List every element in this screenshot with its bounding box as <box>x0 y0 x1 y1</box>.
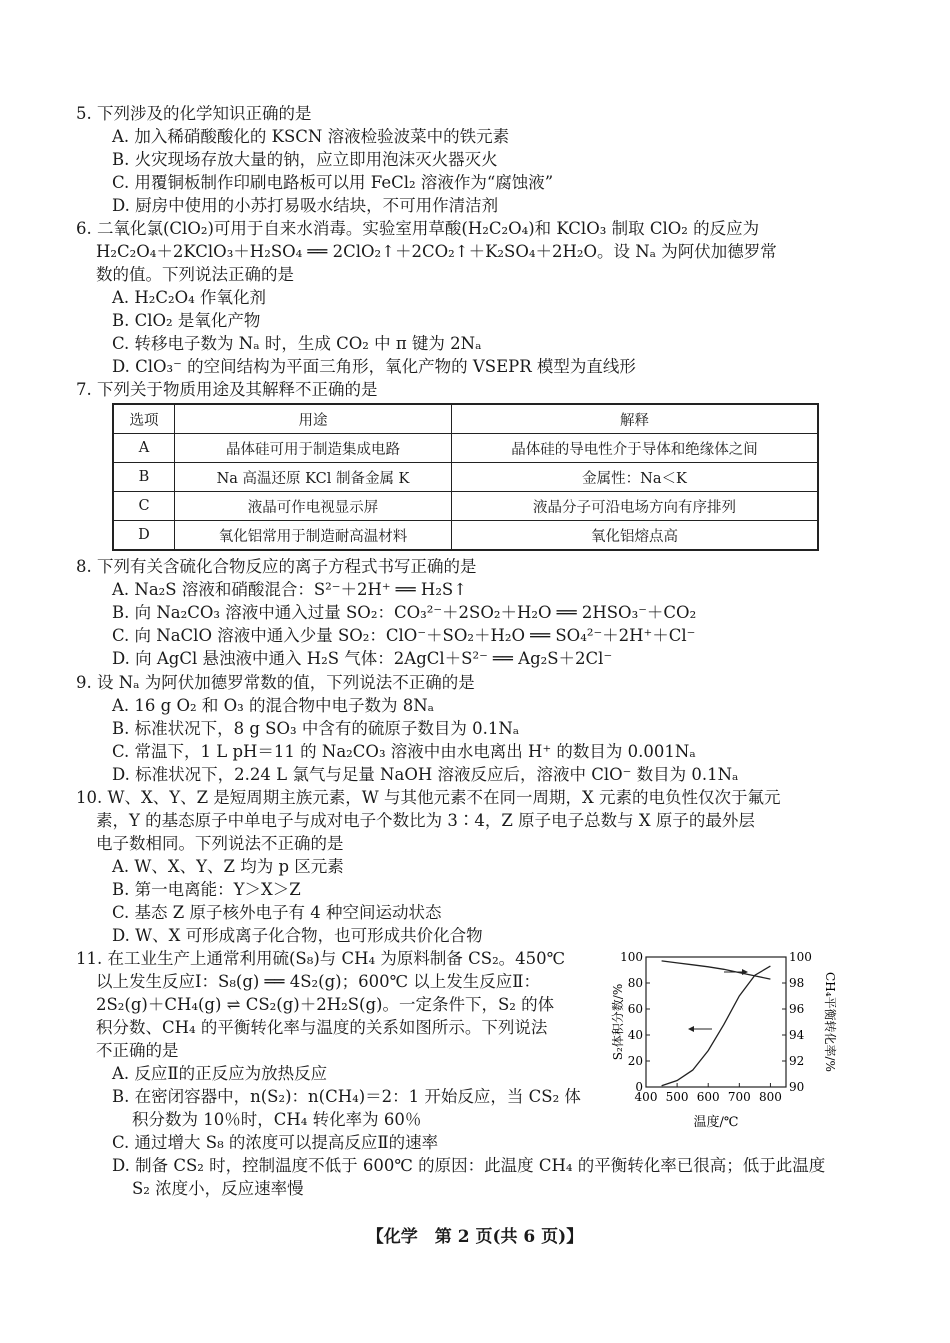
q5-stem: 5. 下列涉及的化学知识正确的是 <box>76 104 312 123</box>
q10-stem-line2: 素，Y 的基态原子中单电子与成对电子个数比为 3∶4，Z 原子电子总数与 X 原子的最外层 <box>96 811 755 830</box>
table-cell: 液晶可作电视显示屏 <box>175 492 452 521</box>
q6-stem-line2: H₂C₂O₄＋2KClO₃＋H₂SO₄ ══ 2ClO₂↑＋2CO₂↑＋K₂SO₄＋2H₂O。设 Nₐ 为阿伏加德罗常 <box>96 242 777 261</box>
q5-option-c: C. 用覆铜板制作印刷电路板可以用 FeCl₂ 溶液作为“腐蚀液” <box>112 173 554 192</box>
table-header-cell: 用途 <box>175 404 452 434</box>
q5-option-b: B. 火灾现场存放大量的钠，应立即用泡沫灭火器灭火 <box>112 150 498 169</box>
table-header-cell: 解释 <box>452 404 819 434</box>
q11-stem-line5: 不正确的是 <box>96 1041 179 1060</box>
q9-option-c: C. 常温下，1 L pH＝11 的 Na₂CO₃ 溶液中由水电离出 H⁺ 的数目为 0.001Nₐ <box>112 742 696 761</box>
table-header-cell: 选项 <box>113 404 175 434</box>
q11-option-b-line2: 积分数为 10％时，CH₄ 转化率为 60％ <box>132 1110 422 1129</box>
x-ticks <box>635 1083 782 1104</box>
table-cell: B <box>113 463 175 492</box>
q11-stem-line2: 以上发生反应Ⅰ：S₈(g) ══ 4S₂(g)；600℃ 以上发生反应Ⅱ： <box>96 972 540 991</box>
table-cell: 氧化铝常用于制造耐高温材料 <box>175 521 452 551</box>
table-row <box>113 463 818 492</box>
table-cell: D <box>113 521 175 551</box>
x-axis-label: 温度/℃ <box>693 1115 739 1130</box>
y-left-axis-label: S₂体积分数/% <box>611 983 625 1061</box>
y-right-tick-label: 98 <box>789 976 805 990</box>
q9-stem: 9. 设 Nₐ 为阿伏加德罗常数的值，下列说法不正确的是 <box>76 673 475 692</box>
table-row <box>113 521 818 551</box>
y-left-tick-label: 40 <box>627 1028 643 1042</box>
q11-option-d-line2: S₂ 浓度小，反应速率慢 <box>132 1179 304 1198</box>
q6-option-a: A. H₂C₂O₄ 作氧化剂 <box>112 288 267 307</box>
table-cell: C <box>113 492 175 521</box>
q11-option-a: A. 反应Ⅱ的正反应为放热反应 <box>112 1064 328 1083</box>
q6-stem-line3: 数的值。下列说法正确的是 <box>96 265 294 284</box>
y-left-tick-label: 20 <box>627 1054 643 1068</box>
table-cell: 液晶分子可沿电场方向有序排列 <box>452 492 819 521</box>
y-right-tick-label: 96 <box>789 1002 805 1016</box>
y-left-tick-label: 60 <box>627 1002 643 1016</box>
y-right-tick-label: 100 <box>789 950 812 964</box>
q10-option-b: B. 第一电离能：Y＞X＞Z <box>112 880 301 899</box>
q8-option-b: B. 向 Na₂CO₃ 溶液中通入过量 SO₂：CO₃²⁻＋2SO₂＋H₂O ══ 2HSO₃⁻＋CO₂ <box>112 603 697 622</box>
q11-stem-line1: 11. 在工业生产上通常利用硫(S₈)与 CH₄ 为原料制备 CS₂。450℃ <box>76 949 566 968</box>
q11-stem-line4: 积分数、CH₄ 的平衡转化率与温度的关系如图所示。下列说法 <box>96 1018 548 1037</box>
q8-option-d: D. 向 AgCl 悬浊液中通入 H₂S 气体：2AgCl＋S²⁻ ══ Ag₂S＋2Cl⁻ <box>112 649 613 668</box>
q11-option-c: C. 通过增大 S₈ 的浓度可以提高反应Ⅱ的速率 <box>112 1133 439 1152</box>
table-cell: 晶体硅的导电性介于导体和绝缘体之间 <box>452 434 819 463</box>
q8-stem: 8. 下列有关含硫化合物反应的离子方程式书写正确的是 <box>76 557 477 576</box>
q10-stem-line1: 10. W、X、Y、Z 是短周期主族元素，W 与其他元素不在同一周期，X 元素的电负性仅次于氟元 <box>76 788 781 807</box>
table-header-row <box>113 404 818 434</box>
x-tick-label: 600 <box>696 1090 720 1104</box>
q11-option-b-line1: B. 在密闭容器中，n(S₂)：n(CH₄)＝2：1 开始反应，当 CS₂ 体 <box>112 1087 581 1106</box>
q10-option-d: D. W、X 可形成离子化合物，也可形成共价化合物 <box>112 926 483 945</box>
y-left-tick-label: 100 <box>620 950 643 964</box>
q5-option-d: D. 厨房中使用的小苏打易吸水结块，不可用作清洁剂 <box>112 196 499 215</box>
y-right-tick-label: 92 <box>789 1054 805 1068</box>
x-tick-label: 800 <box>758 1090 782 1104</box>
q11-stem-line3: 2S₂(g)＋CH₄(g) ⇌ CS₂(g)＋2H₂S(g)。一定条件下，S₂ 的体 <box>96 995 555 1014</box>
chart-plot-frame <box>646 957 786 1087</box>
q9-option-b: B. 标准状况下，8 g SO₃ 中含有的硫原子数目为 0.1Nₐ <box>112 719 520 738</box>
q7-table <box>112 403 819 551</box>
y-right-tick-label: 90 <box>789 1080 805 1094</box>
q7-stem: 7. 下列关于物质用途及其解释不正确的是 <box>76 380 378 399</box>
q10-option-a: A. W、X、Y、Z 均为 p 区元素 <box>112 857 344 876</box>
y-right-axis-label: CH₄平衡转化率/% <box>823 972 837 1072</box>
q9-option-d: D. 标准状况下，2.24 L 氯气与足量 NaOH 溶液反应后，溶液中 ClO⁻ 数目为 0.1Nₐ <box>112 765 739 784</box>
page-footer: 【化学 第 2 页(共 6 页)】 <box>366 1227 584 1247</box>
table-cell: 晶体硅可用于制造集成电路 <box>175 434 452 463</box>
q6-option-c: C. 转移电子数为 Nₐ 时，生成 CO₂ 中 π 键为 2Nₐ <box>112 334 482 353</box>
y-left-tick-label: 0 <box>635 1080 643 1094</box>
q8-option-a: A. Na₂S 溶液和硝酸混合：S²⁻＋2H⁺ ══ H₂S↑ <box>112 580 468 599</box>
x-tick-label: 400 <box>634 1090 658 1104</box>
x-tick-label: 700 <box>727 1090 751 1104</box>
y-left-tick-label: 80 <box>627 976 643 990</box>
q11-chart <box>600 945 840 1135</box>
y-right-tick-label: 94 <box>789 1028 805 1042</box>
table-row <box>113 492 818 521</box>
table-cell: 金属性：Na＜K <box>452 463 819 492</box>
q9-option-a: A. 16 g O₂ 和 O₃ 的混合物中电子数为 8Nₐ <box>112 696 435 715</box>
q6-option-b: B. ClO₂ 是氧化产物 <box>112 311 261 330</box>
table-row <box>113 434 818 463</box>
chart-curves <box>662 961 771 1086</box>
q6-option-d: D. ClO₃⁻ 的空间结构为平面三角形，氧化产物的 VSEPR 模型为直线形 <box>112 357 636 376</box>
table-cell: A <box>113 434 175 463</box>
table-cell: 氧化铝熔点高 <box>452 521 819 551</box>
q10-stem-line3: 电子数相同。下列说法不正确的是 <box>96 834 344 853</box>
q10-option-c: C. 基态 Z 原子核外电子有 4 种空间运动状态 <box>112 903 442 922</box>
table-cell: Na 高温还原 KCl 制备金属 K <box>175 463 452 492</box>
q5-option-a: A. 加入稀硝酸酸化的 KSCN 溶液检验波菜中的铁元素 <box>112 127 510 146</box>
q8-option-c: C. 向 NaClO 溶液中通入少量 SO₂：ClO⁻＋SO₂＋H₂O ══ SO₄²⁻＋2H⁺＋Cl⁻ <box>112 626 696 645</box>
q6-stem-line1: 6. 二氧化氯(ClO₂)可用于自来水消毒。实验室用草酸(H₂C₂O₄)和 KClO₃ 制取 ClO₂ 的反应为 <box>76 219 760 238</box>
q11-option-d-line1: D. 制备 CS₂ 时，控制温度不低于 600℃ 的原因：此温度 CH₄ 的平衡转化率已很高；低于此温度 <box>112 1156 826 1175</box>
series-line-ch4-conversion <box>662 966 771 1086</box>
x-tick-label: 500 <box>665 1090 689 1104</box>
arrow-left-icon <box>688 1026 712 1032</box>
